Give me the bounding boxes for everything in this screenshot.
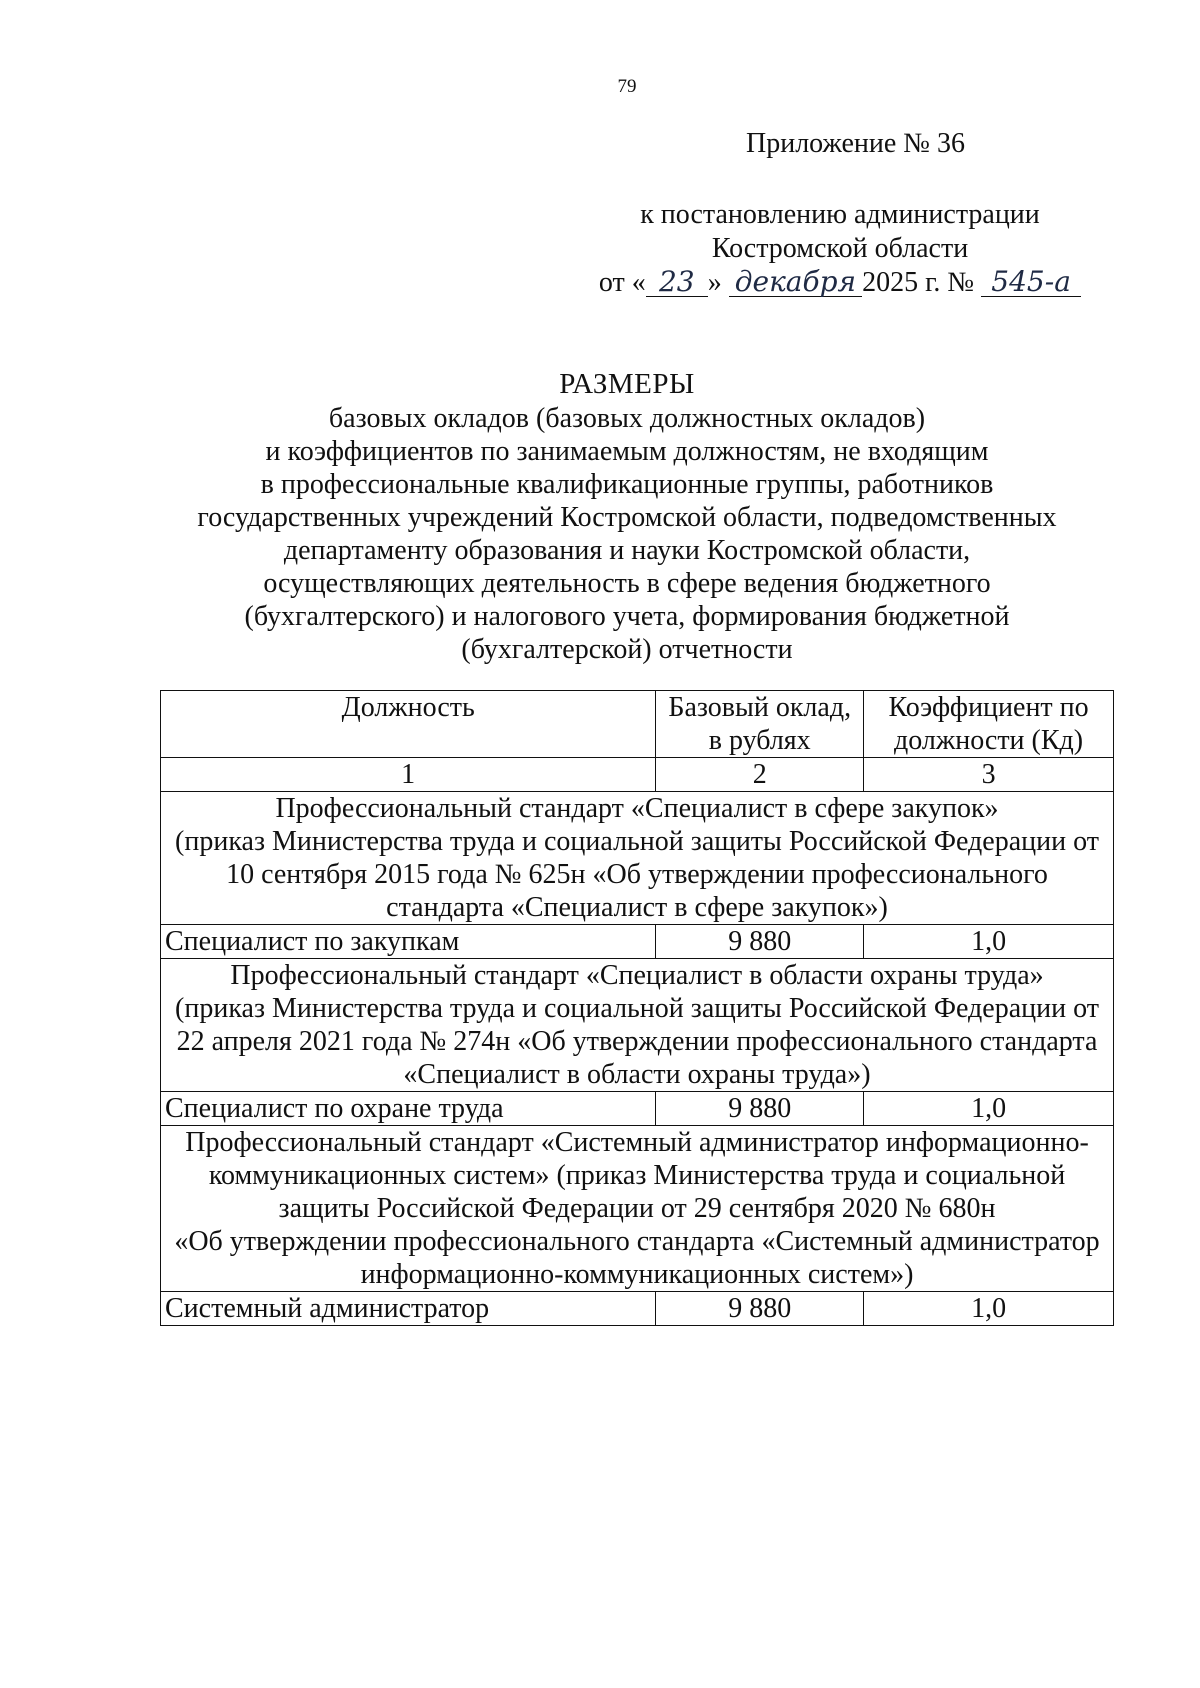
subtitle-line: (бухгалтерской) отчетности <box>461 634 793 665</box>
subtitle-line: осуществляющих деятельность в сфере ведения бюджетного <box>263 568 991 599</box>
appendix-label: Приложение № 36 <box>746 128 965 159</box>
decree-line-2: Костромской области <box>711 233 969 264</box>
column-number-row <box>161 758 1114 792</box>
section-header-row <box>161 959 1114 1092</box>
subtitle-line: и коэффициентов по занимаемым должностям, не входящим <box>265 436 989 467</box>
salary-cell: 9 880 <box>656 1292 864 1326</box>
page-number: 79 <box>617 76 637 97</box>
date-prefix: от « <box>598 267 646 298</box>
decree-reference <box>560 198 1120 300</box>
table-row <box>161 1292 1114 1326</box>
subtitle-line: (бухгалтерского) и налогового учета, формирования бюджетной <box>244 601 1010 632</box>
salary-cell: 9 880 <box>656 925 864 959</box>
position-cell: Системный администратор <box>161 1292 656 1326</box>
table-row <box>161 1092 1114 1126</box>
handwritten-number: 545-а <box>981 268 1081 297</box>
header-position: Должность <box>161 691 656 758</box>
document-title: РАЗМЕРЫ <box>559 368 695 400</box>
rates-table <box>160 690 1114 1326</box>
salary-cell: 9 880 <box>656 1092 864 1126</box>
decree-line-1: к постановлению администрации <box>640 199 1040 230</box>
section-header-sysadmin: Профессиональный стандарт «Системный администратор информационно- коммуникационных систем» (приказ Министерства труда и социальной защиты Российской Федерации от 29 сентября 2020 № 680н «Об утверждении профессионального стандарта «Системный администратор информационно-коммуникационных систем») <box>161 1126 1114 1292</box>
year-text: 2025 г. № <box>862 267 975 298</box>
quote-close: » <box>707 267 722 298</box>
subtitle-line: государственных учреждений Костромской области, подведомственных <box>197 502 1057 533</box>
subtitle-line: в профессиональные квалификационные группы, работников <box>260 469 994 500</box>
subtitle-line: базовых окладов (базовых должностных окладов) <box>328 403 926 434</box>
table-header-row <box>161 691 1114 758</box>
section-header-labor-safety: Профессиональный стандарт «Специалист в области охраны труда» (приказ Министерства труда и социальной защиты Российской Федерации от 22 апреля 2021 года № 274н «Об утверждении профессионального стандарта «Специалист в области охраны труда») <box>161 959 1114 1092</box>
header-base-salary: Базовый оклад, в рублях <box>656 691 864 758</box>
column-number: 1 <box>161 758 656 792</box>
position-cell: Специалист по охране труда <box>161 1092 656 1126</box>
decree-date-line <box>560 266 1120 300</box>
subtitle-line: департаменту образования и науки Костромской области, <box>283 535 971 566</box>
section-header-row <box>161 792 1114 925</box>
section-header-procurement: Профессиональный стандарт «Специалист в сфере закупок» (приказ Министерства труда и социальной защиты Российской Федерации от 10 сентября 2015 года № 625н «Об утверждении профессионального стандарта «Специалист в сфере закупок») <box>161 792 1114 925</box>
column-number: 2 <box>656 758 864 792</box>
coefficient-cell: 1,0 <box>864 1092 1114 1126</box>
position-cell: Специалист по закупкам <box>161 925 656 959</box>
handwritten-month: декабря <box>729 268 862 297</box>
column-number: 3 <box>864 758 1114 792</box>
section-header-row <box>161 1126 1114 1292</box>
document-subtitle <box>160 402 1094 666</box>
coefficient-cell: 1,0 <box>864 925 1114 959</box>
header-coefficient: Коэффициент по должности (Кд) <box>864 691 1114 758</box>
handwritten-day: 23 <box>646 268 708 297</box>
coefficient-cell: 1,0 <box>864 1292 1114 1326</box>
table-row <box>161 925 1114 959</box>
